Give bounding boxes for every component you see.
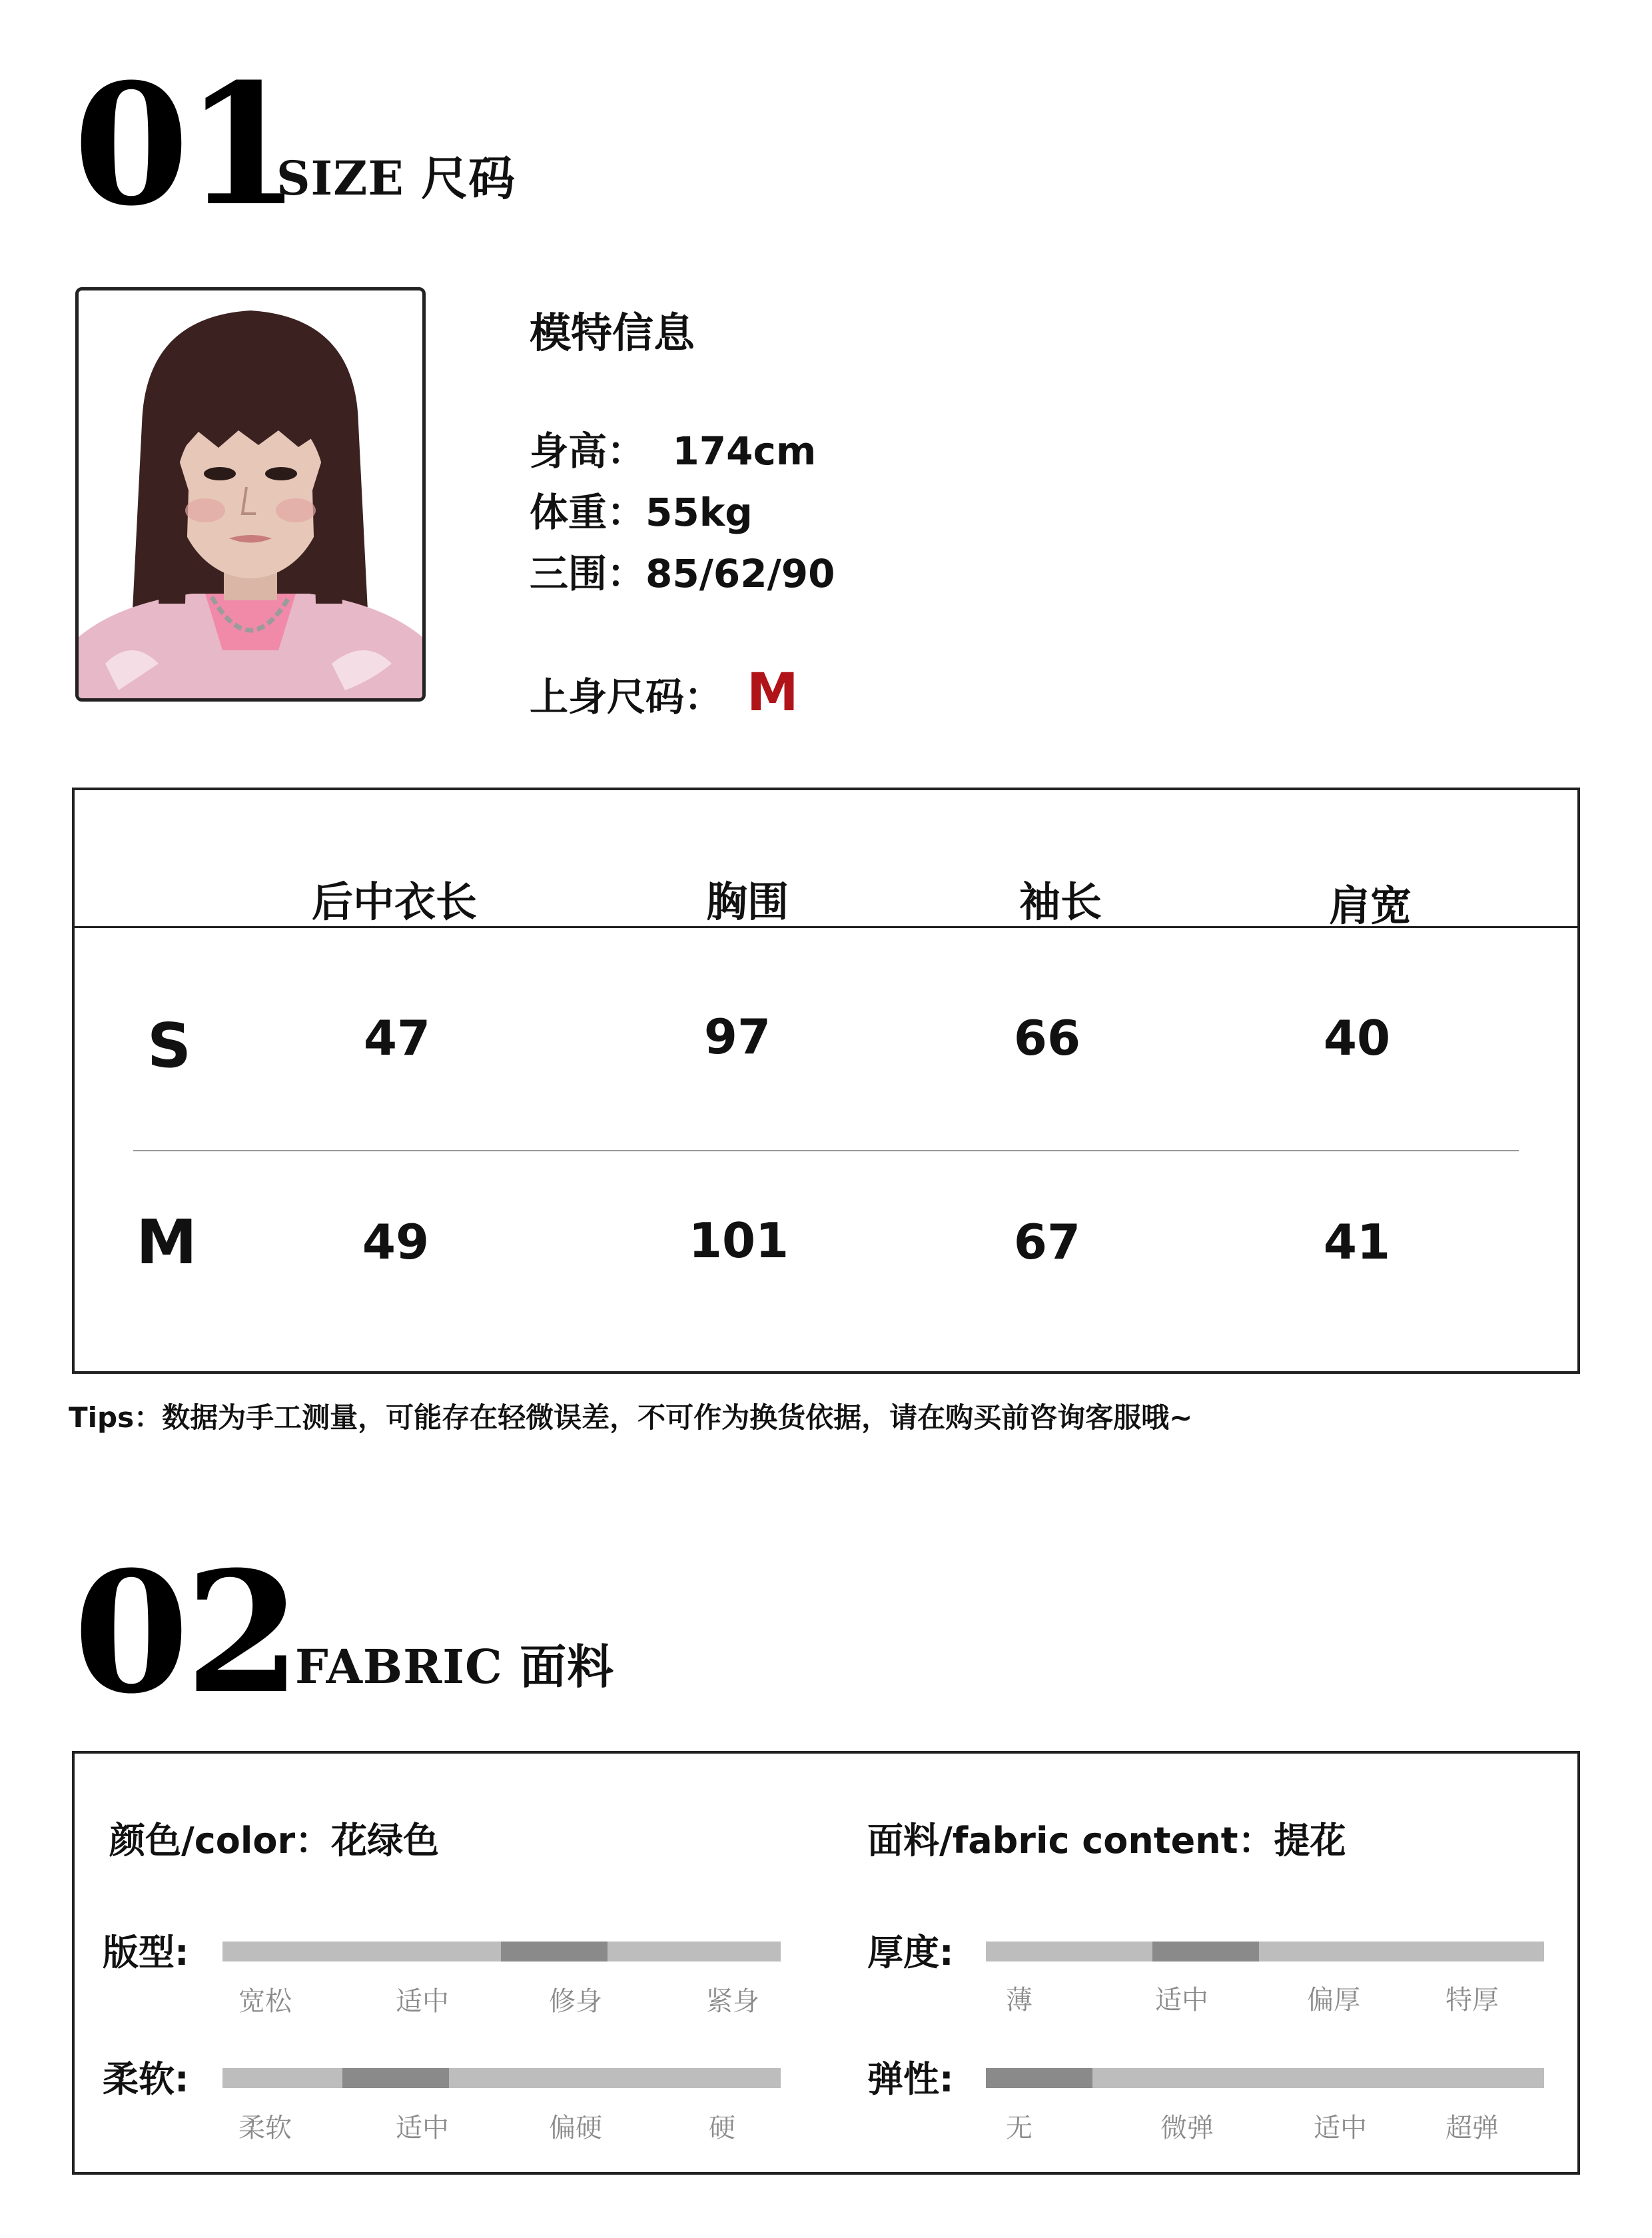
model-info-heading: 模特信息 xyxy=(530,308,695,357)
row-label-m: M xyxy=(136,1207,197,1278)
table-cell: 41 xyxy=(1323,1214,1391,1270)
table-cell: 66 xyxy=(1013,1010,1081,1066)
softness-tick: 硬 xyxy=(709,2113,735,2143)
fit-scale-selected xyxy=(501,1942,608,1961)
elasticity-scale-bar xyxy=(986,2068,1544,2088)
fabric-title-cn: 面料 xyxy=(520,1640,615,1694)
model-measurements: 三围：85/62/90 xyxy=(530,551,835,596)
table-cell: 101 xyxy=(688,1213,789,1269)
elasticity-scale-selected xyxy=(986,2068,1092,2088)
table-cell: 40 xyxy=(1323,1010,1391,1066)
thickness-tick: 薄 xyxy=(1006,1985,1032,2015)
table-cell: 97 xyxy=(703,1009,771,1065)
fabric-content: 面料/fabric content：提花 xyxy=(867,1820,1346,1862)
fit-scale-label: 版型: xyxy=(103,1932,189,1973)
fit-scale-bar xyxy=(222,1942,781,1961)
thickness-tick: 特厚 xyxy=(1446,1985,1499,2015)
fit-tick: 紧身 xyxy=(706,1986,759,2017)
softness-tick: 柔软 xyxy=(238,2113,292,2143)
tips-note: Tips：数据为手工测量，可能存在轻微误差，不可作为换货依据，请在购买前咨询客服哦~ xyxy=(69,1401,1193,1434)
softness-scale-selected xyxy=(342,2068,449,2088)
elasticity-tick: 微弹 xyxy=(1160,2113,1214,2143)
size-section-number: 01 xyxy=(73,47,297,243)
table-cell: 49 xyxy=(362,1214,430,1270)
table-row-divider xyxy=(133,1150,1519,1151)
fabric-section-number: 02 xyxy=(73,1534,297,1730)
row-label-s: S xyxy=(147,1010,192,1081)
col-header-sleeve: 袖长 xyxy=(1019,877,1102,926)
model-portrait-illustration xyxy=(79,290,422,698)
upper-size-label: 上身尺码： xyxy=(530,674,723,720)
thickness-tick: 适中 xyxy=(1155,1985,1208,2015)
col-header-length: 后中衣长 xyxy=(311,877,478,926)
model-photo xyxy=(75,287,426,702)
model-info xyxy=(530,300,835,723)
table-cell: 47 xyxy=(363,1010,431,1066)
elasticity-tick: 无 xyxy=(1006,2113,1032,2143)
col-header-chest: 胸围 xyxy=(705,877,789,926)
size-title-cn: 尺码 xyxy=(421,151,516,206)
fit-tick: 适中 xyxy=(396,1986,449,2017)
softness-tick: 偏硬 xyxy=(549,2113,602,2143)
thickness-scale-selected xyxy=(1152,1942,1259,1961)
upper-size xyxy=(530,663,835,723)
thickness-scale-bar xyxy=(986,1942,1544,1961)
size-section-title xyxy=(276,141,516,209)
fabric-color: 颜色/color：花绿色 xyxy=(109,1820,440,1862)
upper-size-value: M xyxy=(747,663,799,723)
thickness-tick: 偏厚 xyxy=(1307,1985,1360,2015)
elasticity-scale-label: 弹性: xyxy=(867,2058,954,2100)
fabric-box xyxy=(72,1751,1580,2175)
elasticity-tick: 超弹 xyxy=(1446,2113,1499,2143)
fit-tick: 修身 xyxy=(549,1986,602,2017)
table-cell: 67 xyxy=(1013,1214,1081,1270)
fabric-title-en: FABRIC xyxy=(295,1639,503,1694)
softness-tick: 适中 xyxy=(396,2113,449,2143)
fit-tick: 宽松 xyxy=(238,1986,292,2017)
size-title-en: SIZE xyxy=(276,151,404,206)
model-weight: 体重：55kg xyxy=(530,490,753,535)
elasticity-tick: 适中 xyxy=(1314,2113,1367,2143)
model-height: 身高： 174cm xyxy=(530,428,817,474)
col-header-shoulder: 肩宽 xyxy=(1328,881,1412,930)
thickness-scale-label: 厚度: xyxy=(867,1932,954,1973)
softness-scale-bar xyxy=(222,2068,781,2088)
size-table xyxy=(72,788,1580,1374)
fabric-section-title xyxy=(295,1630,614,1697)
softness-scale-label: 柔软: xyxy=(103,2058,189,2100)
